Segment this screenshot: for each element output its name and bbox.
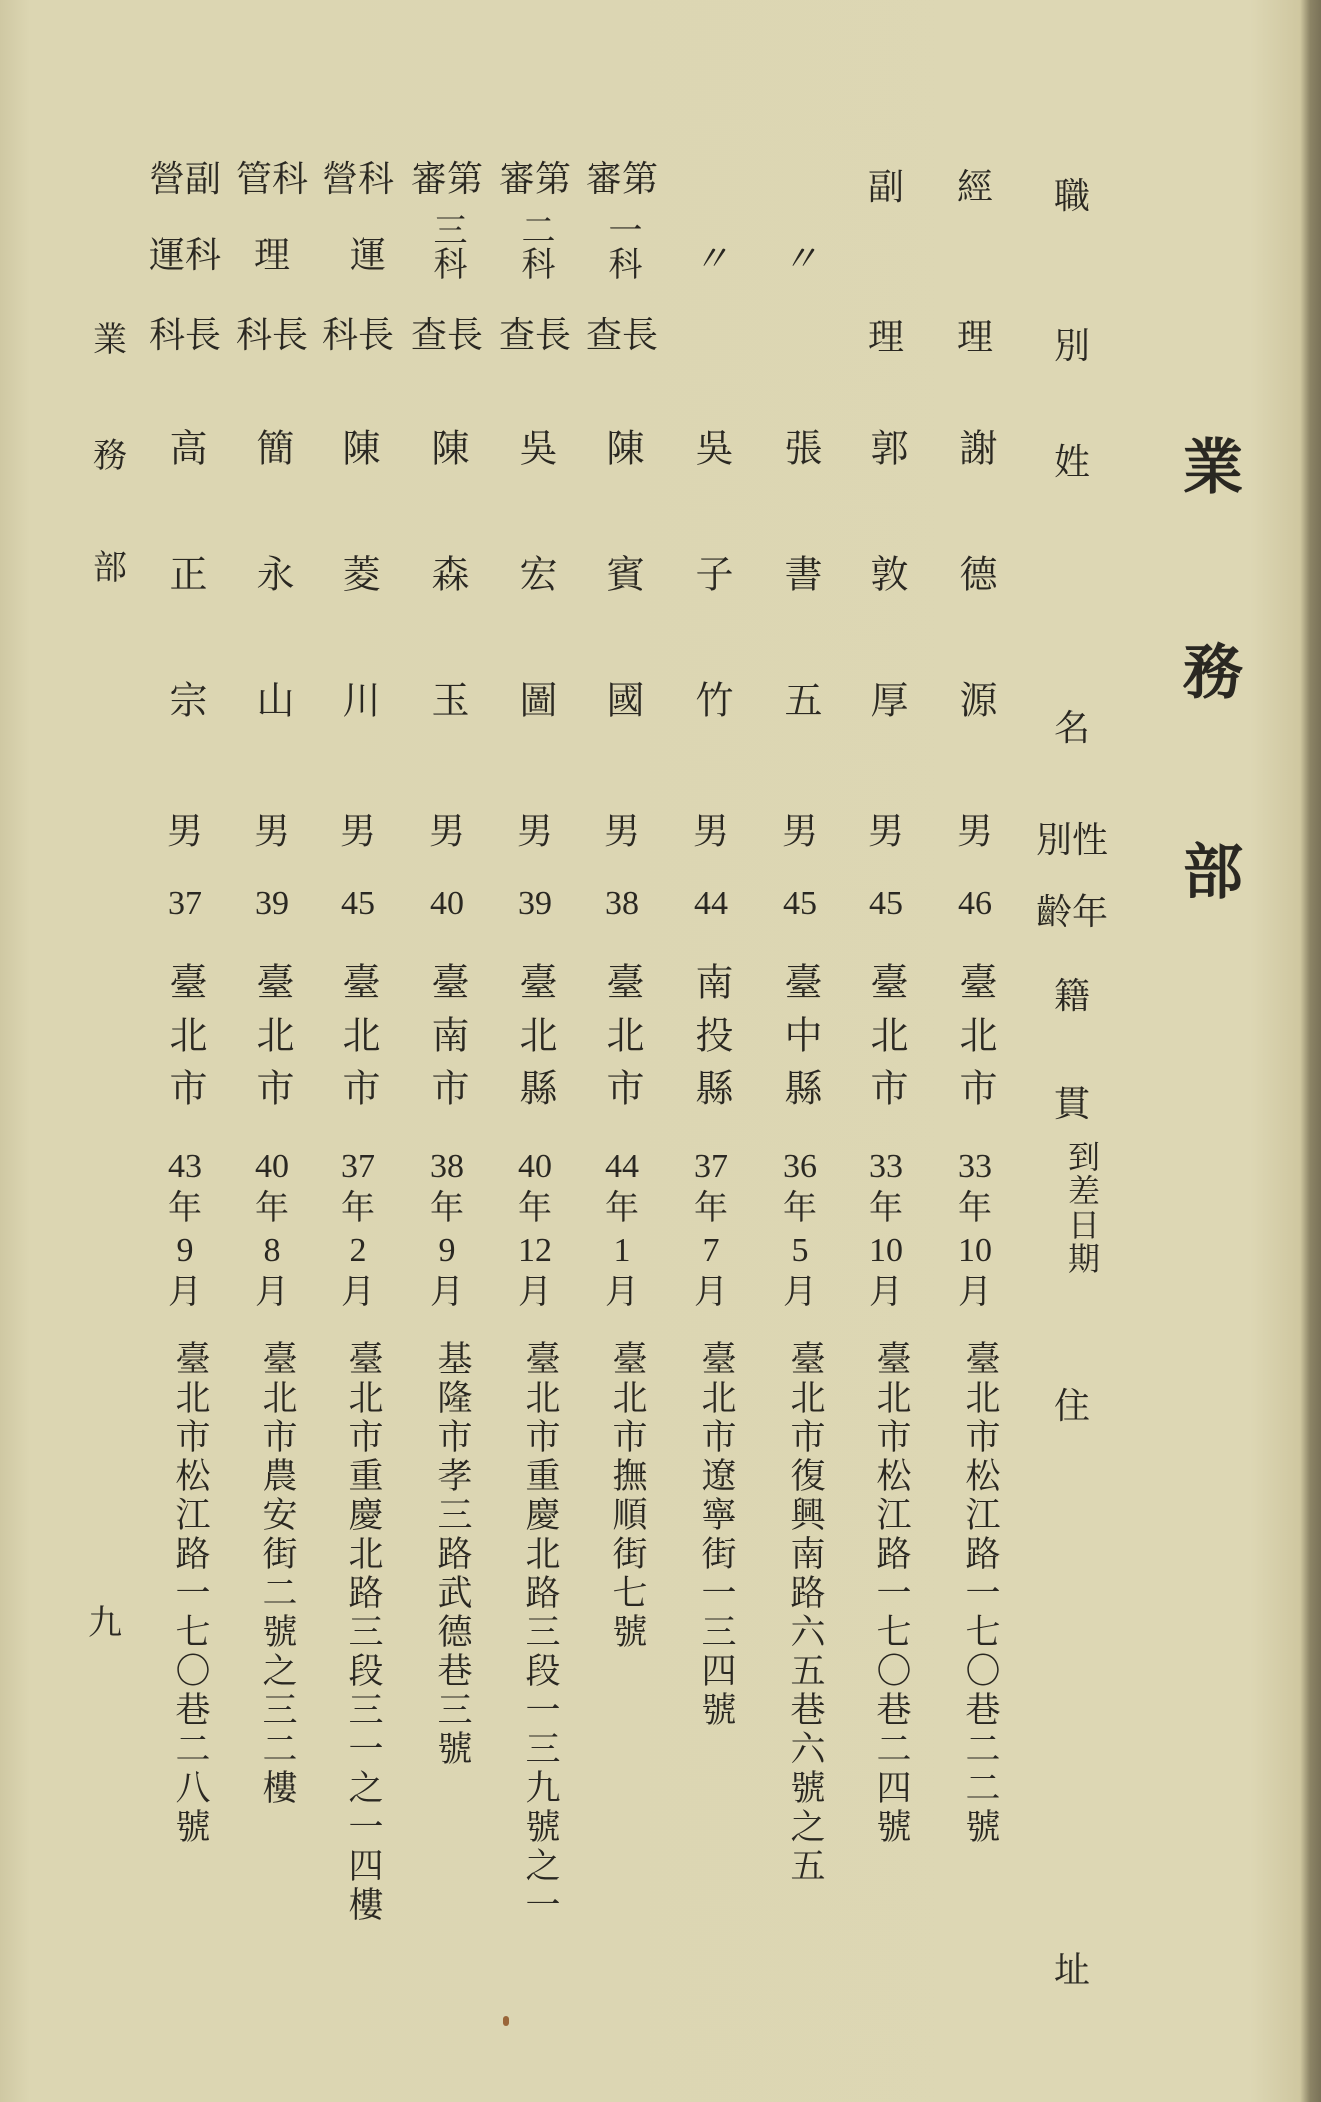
month-char: 月 xyxy=(341,1274,375,1311)
position-bottom: 科長 xyxy=(148,315,221,356)
arrival-year: 33 xyxy=(958,1148,992,1185)
arrival-year: 44 xyxy=(605,1148,639,1185)
arrival-month: 10 xyxy=(958,1232,992,1269)
header-origin-bottom: 貫 xyxy=(1053,1084,1090,1125)
staff-arrival-date xyxy=(935,1146,1015,1314)
arrival-month: 1 xyxy=(613,1232,631,1269)
staff-name: 張書五 xyxy=(778,428,822,806)
staff-arrival-date xyxy=(232,1146,312,1314)
arrival-year: 37 xyxy=(694,1148,728,1185)
staff-name: 謝德源 xyxy=(953,428,997,806)
arrival-month: 5 xyxy=(791,1232,809,1269)
position-bottom: 理 xyxy=(867,317,904,358)
position-top: 審第 xyxy=(585,159,658,200)
month-char: 月 xyxy=(783,1274,817,1311)
arrival-month: 2 xyxy=(349,1232,367,1269)
year-char: 年 xyxy=(168,1190,202,1227)
staff-address: 臺北市松江路一七〇巷二二號 xyxy=(960,1340,1000,1847)
staff-name: 郭敦厚 xyxy=(864,428,908,806)
header-arrival-date: 到差日期 xyxy=(1063,1140,1101,1276)
position-top: 營科 xyxy=(321,159,394,200)
running-head-char: 部 xyxy=(93,548,127,588)
position-bottom: 科長 xyxy=(321,315,394,356)
position-top: 營副 xyxy=(148,159,221,200)
paper-stain xyxy=(503,2016,509,2026)
staff-arrival-date xyxy=(407,1146,487,1314)
staff-age: 39 xyxy=(255,885,289,922)
staff-address: 臺北市農安街二號之三二樓 xyxy=(257,1340,297,1808)
staff-gender: 男 xyxy=(692,811,729,852)
staff-address: 臺北市撫順街七號 xyxy=(607,1340,647,1652)
position-top: 經 xyxy=(956,167,993,208)
running-head-char: 業 xyxy=(93,320,127,360)
year-char: 年 xyxy=(605,1190,639,1227)
arrival-month: 10 xyxy=(869,1232,903,1269)
section-title-char: 務 xyxy=(1183,638,1243,708)
arrival-year: 43 xyxy=(168,1148,202,1185)
year-char: 年 xyxy=(869,1190,903,1227)
month-char: 月 xyxy=(168,1274,202,1311)
position-bottom: 理 xyxy=(956,317,993,358)
staff-arrival-date xyxy=(760,1146,840,1314)
year-char: 年 xyxy=(783,1190,817,1227)
staff-arrival-date xyxy=(582,1146,662,1314)
page-number: 九 xyxy=(88,1603,122,1643)
staff-age: 37 xyxy=(168,885,202,922)
arrival-year: 37 xyxy=(341,1148,375,1185)
staff-age: 45 xyxy=(783,885,817,922)
month-char: 月 xyxy=(255,1274,289,1311)
position-mid: 理 xyxy=(253,235,290,276)
staff-name: 高正宗 xyxy=(163,428,207,806)
arrival-month: 7 xyxy=(702,1232,720,1269)
staff-name: 吳宏圖 xyxy=(513,428,557,806)
staff-origin: 臺中縣 xyxy=(778,962,822,1121)
staff-gender: 男 xyxy=(339,811,376,852)
year-char: 年 xyxy=(694,1190,728,1227)
header-name-bottom: 名 xyxy=(1053,708,1090,749)
arrival-year: 38 xyxy=(430,1148,464,1185)
position-mid: 運科 xyxy=(148,235,221,276)
staff-origin: 臺北市 xyxy=(864,962,908,1121)
staff-address: 臺北市重慶北路三段一三九號之一 xyxy=(520,1340,560,1925)
position-bottom: 查長 xyxy=(585,315,658,356)
staff-gender: 男 xyxy=(166,811,203,852)
arrival-year: 40 xyxy=(518,1148,552,1185)
staff-name: 吳子竹 xyxy=(689,428,733,806)
staff-address: 臺北市松江路一七〇巷二八號 xyxy=(170,1340,210,1847)
position-mid: 運 xyxy=(349,235,386,276)
header-position-bottom: 別 xyxy=(1053,326,1090,367)
header-origin-top: 籍 xyxy=(1053,976,1090,1017)
month-char: 月 xyxy=(694,1274,728,1311)
staff-arrival-date xyxy=(846,1146,926,1314)
arrival-month: 8 xyxy=(263,1232,281,1269)
position-mid: 一科 xyxy=(602,212,642,280)
arrival-year: 33 xyxy=(869,1148,903,1185)
ditto-mark: 〃 xyxy=(692,239,729,280)
header-name-top: 姓 xyxy=(1053,442,1090,483)
position-top: 管科 xyxy=(235,159,308,200)
staff-origin: 臺北市 xyxy=(600,962,644,1121)
position-bottom: 查長 xyxy=(410,315,483,356)
staff-name: 簡永山 xyxy=(250,428,294,806)
section-title-char: 業 xyxy=(1183,433,1243,503)
header-gender: 別性 xyxy=(1035,820,1108,861)
staff-gender: 男 xyxy=(428,811,465,852)
position-mid: 三科 xyxy=(427,212,467,280)
staff-gender: 男 xyxy=(516,811,553,852)
position-bottom: 科長 xyxy=(235,315,308,356)
staff-origin: 臺南市 xyxy=(425,962,469,1121)
staff-age: 45 xyxy=(341,885,375,922)
staff-age: 40 xyxy=(430,885,464,922)
staff-origin: 臺北縣 xyxy=(513,962,557,1121)
staff-gender: 男 xyxy=(253,811,290,852)
staff-age: 45 xyxy=(869,885,903,922)
staff-age: 44 xyxy=(694,885,728,922)
staff-address: 基隆市孝三路武德巷三號 xyxy=(432,1340,472,1769)
month-char: 月 xyxy=(958,1274,992,1311)
position-top: 審第 xyxy=(410,159,483,200)
year-char: 年 xyxy=(341,1190,375,1227)
ditto-mark: 〃 xyxy=(781,239,818,280)
year-char: 年 xyxy=(255,1190,289,1227)
position-bottom: 查長 xyxy=(498,315,571,356)
month-char: 月 xyxy=(518,1274,552,1311)
staff-origin: 臺北市 xyxy=(336,962,380,1121)
staff-arrival-date xyxy=(145,1146,225,1314)
staff-age: 46 xyxy=(958,885,992,922)
year-char: 年 xyxy=(518,1190,552,1227)
month-char: 月 xyxy=(605,1274,639,1311)
arrival-year: 36 xyxy=(783,1148,817,1185)
staff-gender: 男 xyxy=(603,811,640,852)
header-address-bottom: 址 xyxy=(1053,1950,1090,1991)
section-title-char: 部 xyxy=(1183,838,1243,908)
staff-gender: 男 xyxy=(956,811,993,852)
arrival-month: 9 xyxy=(176,1232,194,1269)
staff-arrival-date xyxy=(495,1146,575,1314)
staff-origin: 臺北市 xyxy=(163,962,207,1121)
year-char: 年 xyxy=(430,1190,464,1227)
running-head-char: 務 xyxy=(93,436,127,476)
position-mid: 二科 xyxy=(515,212,555,280)
position-top: 審第 xyxy=(498,159,571,200)
year-char: 年 xyxy=(958,1190,992,1227)
position-top: 副 xyxy=(867,167,904,208)
staff-gender: 男 xyxy=(781,811,818,852)
staff-gender: 男 xyxy=(867,811,904,852)
staff-name: 陳森玉 xyxy=(425,428,469,806)
staff-address: 臺北市松江路一七〇巷二四號 xyxy=(871,1340,911,1847)
month-char: 月 xyxy=(869,1274,903,1311)
header-address-top: 住 xyxy=(1053,1386,1090,1427)
staff-age: 39 xyxy=(518,885,552,922)
month-char: 月 xyxy=(430,1274,464,1311)
staff-age: 38 xyxy=(605,885,639,922)
arrival-month: 12 xyxy=(518,1232,552,1269)
header-age: 齡年 xyxy=(1035,892,1108,933)
staff-arrival-date xyxy=(318,1146,398,1314)
staff-origin: 臺北市 xyxy=(250,962,294,1121)
staff-address: 臺北市重慶北路三段三一之一四樓 xyxy=(343,1340,383,1925)
arrival-year: 40 xyxy=(255,1148,289,1185)
staff-origin: 臺北市 xyxy=(953,962,997,1121)
staff-address: 臺北市遼寧街一三四號 xyxy=(696,1340,736,1730)
staff-address: 臺北市復興南路六五巷六號之五 xyxy=(785,1340,825,1886)
arrival-month: 9 xyxy=(438,1232,456,1269)
staff-origin: 南投縣 xyxy=(689,962,733,1121)
staff-arrival-date xyxy=(671,1146,751,1314)
header-position-top: 職 xyxy=(1053,176,1090,217)
staff-name: 陳菱川 xyxy=(336,428,380,806)
staff-name: 陳賓國 xyxy=(600,428,644,806)
